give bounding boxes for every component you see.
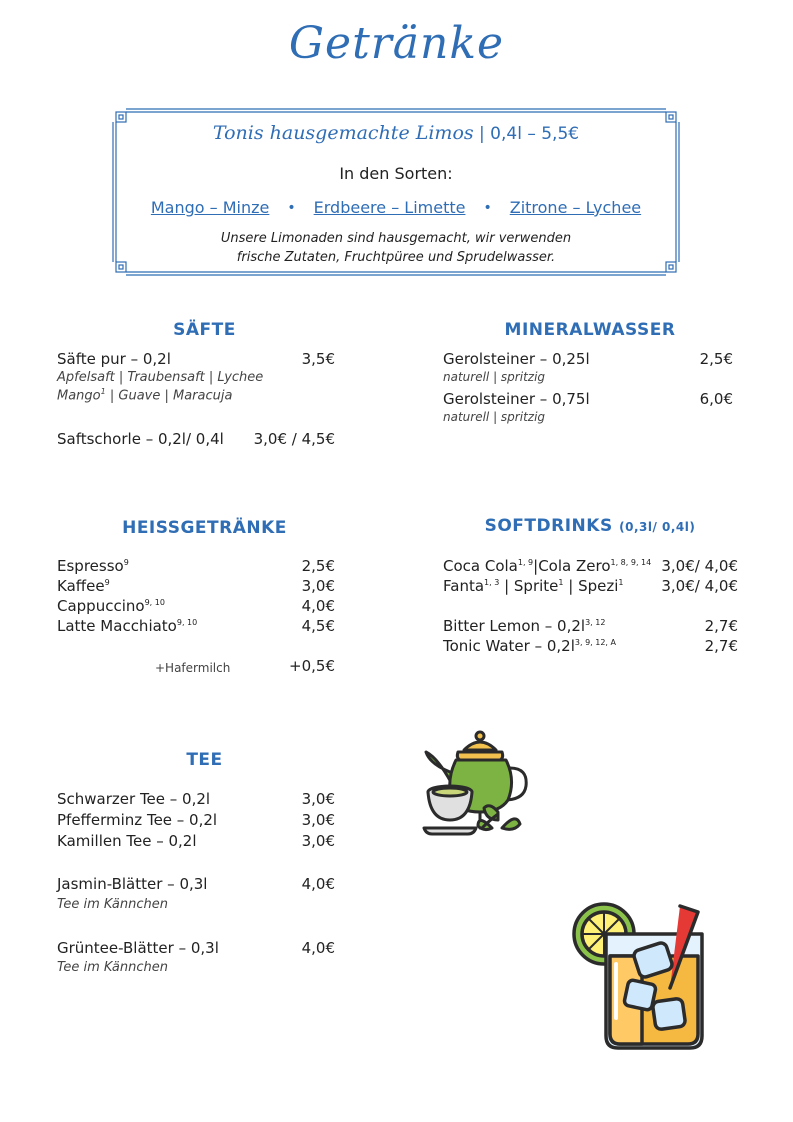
menu-item-name <box>57 597 165 615</box>
item-label: Kaffee <box>57 577 105 595</box>
menu-item-name <box>57 617 197 635</box>
menu-item-name: Gerolsteiner – 0,75l <box>443 390 590 408</box>
teapot-icon <box>420 728 532 838</box>
menu-item-price: 3,0€/ 4,0€ <box>661 557 738 575</box>
allergen-sup: 9, 10 <box>176 618 198 627</box>
menu-item-price: 2,5€ <box>301 557 335 575</box>
menu-item-description: naturell | spritzig <box>443 370 546 384</box>
extra-option: +Hafermilch <box>155 661 231 675</box>
allergen-sup: 3, 12 <box>585 618 606 627</box>
menu-item-description <box>57 387 232 403</box>
section-heading-mineralwasser: MINERALWASSER <box>504 320 676 340</box>
allergen-sup: 9, 10 <box>144 598 165 607</box>
menu-item-price: 2,7€ <box>704 617 738 635</box>
menu-item-name <box>443 637 616 655</box>
menu-item-price: 3,0€/ 4,0€ <box>661 577 738 595</box>
cocktail-glass-icon <box>570 898 710 1053</box>
menu-item-name <box>443 557 651 575</box>
flavor-link-mango[interactable]: Mango – Minze <box>150 198 270 217</box>
menu-item-price: 3,0€ / 4,5€ <box>253 430 335 448</box>
allergen-sup: 9 <box>104 578 110 587</box>
menu-item-price: 3,0€ <box>301 790 335 808</box>
allergen-sup: 1 <box>618 578 624 587</box>
menu-item-name: Pfefferminz Tee – 0,2l <box>57 811 218 829</box>
menu-item-name: Grüntee-Blätter – 0,3l <box>57 939 219 957</box>
item-label: |Cola Zero <box>533 557 611 575</box>
menu-item-name: Saftschorle – 0,2l/ 0,4l <box>57 430 224 448</box>
menu-item-name <box>443 577 624 595</box>
allergen-sup: 1 <box>100 387 106 396</box>
menu-item-price: 4,0€ <box>301 597 335 615</box>
item-label: | Sprite <box>504 577 559 595</box>
item-label: Coca Cola <box>443 557 518 575</box>
sorten-label: In den Sorten: <box>339 164 453 183</box>
menu-item-price: 6,0€ <box>699 390 733 408</box>
section-heading-softdrinks <box>440 516 740 536</box>
menu-item-name <box>57 557 129 575</box>
flavor-link-erdbeere[interactable]: Erdbeere – Limette <box>313 198 466 217</box>
allergen-sup: 1 <box>558 578 564 587</box>
item-label: Fanta <box>443 577 485 595</box>
menu-item-price: 2,5€ <box>699 350 733 368</box>
menu-item-price: 4,5€ <box>301 617 335 635</box>
allergen-sup: 1, 9 <box>517 558 534 567</box>
menu-item-price: 3,5€ <box>301 350 335 368</box>
section-heading-text: SOFTDRINKS <box>484 516 613 536</box>
menu-item-name: Säfte pur – 0,2l <box>57 350 171 368</box>
menu-item-price: 3,0€ <box>301 577 335 595</box>
promo-note-line: frische Zutaten, Fruchtpüree und Sprudelwasser. <box>236 250 556 265</box>
promo-heading-script: Tonis hausgemachte Limos <box>212 122 474 144</box>
item-label: Latte Macchiato <box>57 617 177 635</box>
menu-item-name: Jasmin-Blätter – 0,3l <box>57 875 208 893</box>
menu-item-name <box>57 577 110 595</box>
item-label: Tonic Water – 0,2l <box>443 637 575 655</box>
section-heading-size: (0,3l/ 0,4l) <box>619 520 696 534</box>
allergen-sup: 1, 8, 9, 14 <box>610 558 652 567</box>
allergen-sup: 1, 3 <box>484 578 500 587</box>
item-label: Cappuccino <box>57 597 145 615</box>
menu-item-description: Tee im Kännchen <box>57 960 169 975</box>
page-title: Getränke <box>288 18 505 69</box>
description-text: Mango <box>57 388 101 404</box>
menu-item-price: 2,7€ <box>704 637 738 655</box>
item-label: Bitter Lemon – 0,2l <box>443 617 586 635</box>
item-label: Espresso <box>57 557 124 575</box>
menu-item-description: naturell | spritzig <box>443 410 546 424</box>
allergen-sup: 9 <box>123 558 129 567</box>
menu-item-price: 3,0€ <box>301 811 335 829</box>
menu-item-name <box>443 617 605 635</box>
description-text: | Guave | Maracuja <box>109 388 233 404</box>
menu-item-name: Schwarzer Tee – 0,2l <box>57 790 211 808</box>
item-label: | Spezi <box>568 577 619 595</box>
allergen-sup: 3, 9, 12, A <box>574 638 616 647</box>
promo-heading <box>112 122 680 144</box>
menu-item-name: Kamillen Tee – 0,2l <box>57 832 197 850</box>
section-heading-tee: TEE <box>186 750 223 770</box>
promo-note-line: Unsere Limonaden sind hausgemacht, wir verwenden <box>220 231 572 246</box>
section-heading-heissgetraenke: HEISSGETRÄNKE <box>122 518 287 538</box>
section-heading-saefte: SÄFTE <box>173 320 236 340</box>
menu-item-price: 3,0€ <box>301 832 335 850</box>
extra-option-price: +0,5€ <box>289 657 335 675</box>
menu-item-name: Gerolsteiner – 0,25l <box>443 350 590 368</box>
menu-item-description: Tee im Kännchen <box>57 897 169 912</box>
promo-note <box>112 229 680 267</box>
flavor-link-zitrone[interactable]: Zitrone – Lychee <box>509 198 642 217</box>
menu-item-description: Apfelsaft | Traubensaft | Lychee <box>57 370 264 385</box>
menu-item-price: 4,0€ <box>301 939 335 957</box>
bullet-separator: • <box>287 199 296 216</box>
flavor-list <box>112 198 680 217</box>
bullet-separator: • <box>483 199 492 216</box>
menu-item-price: 4,0€ <box>301 875 335 893</box>
promo-heading-price: | 0,4l – 5,5€ <box>473 124 580 144</box>
